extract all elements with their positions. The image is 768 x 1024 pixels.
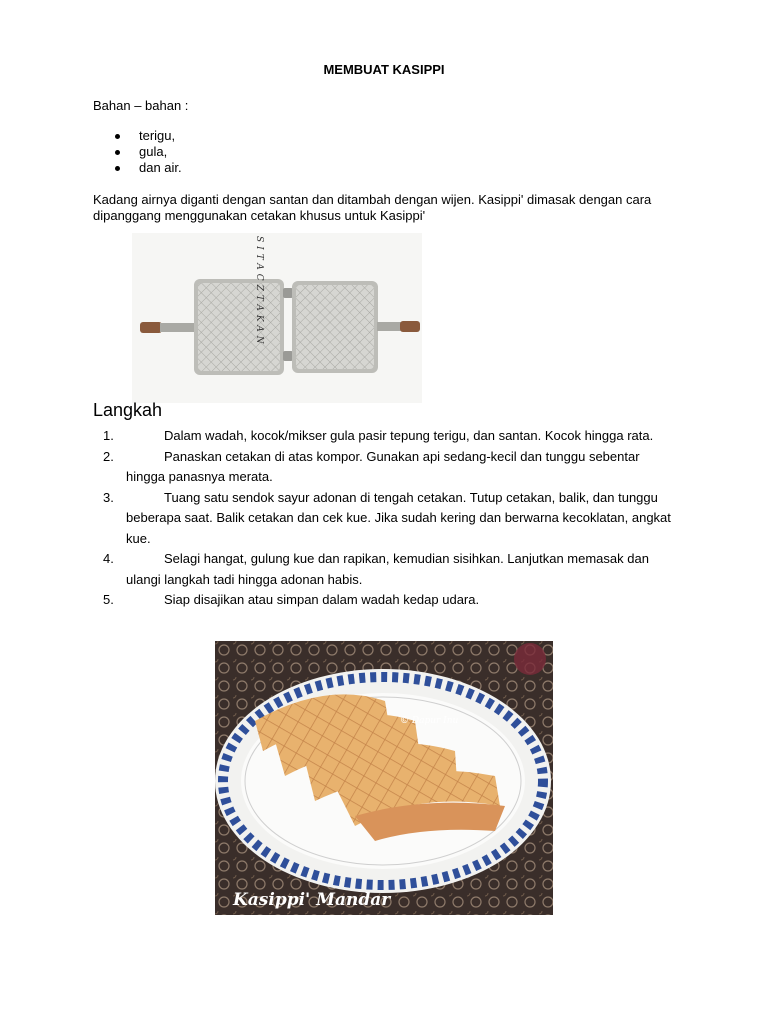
step-number: 3.: [103, 489, 114, 505]
list-item: gula,: [112, 144, 182, 160]
food-photo-caption: Kasippi' Mandar: [233, 890, 391, 910]
ingredients-list: [112, 128, 182, 176]
list-item: [100, 488, 680, 550]
ingredients-label: Bahan – bahan :: [93, 98, 189, 113]
steps-heading: Langkah: [93, 400, 163, 420]
food-photo-watermark: © Dapur Inu: [400, 716, 459, 726]
mold-image-caption: SITACZTAKAN: [254, 236, 264, 348]
bullet-icon: [115, 134, 120, 139]
list-item: [100, 426, 680, 447]
bullet-icon: [115, 166, 120, 171]
step-text: Selagi hangat, gulung kue dan rapikan, kemudian sisihkan. Lanjutkan memasak dan ulangi langkah tadi hingga adonan habis.: [126, 551, 649, 587]
list-item: [100, 447, 680, 488]
description-paragraph: Kadang airnya diganti dengan santan dan ditambah dengan wijen. Kasippi' dimasak dengan cara dipanggang menggunakan cetakan khusus untuk Kasippi': [93, 192, 652, 223]
list-item: dan air.: [112, 160, 182, 176]
step-number: 1.: [103, 428, 114, 443]
step-text: Siap disajikan atau simpan dalam wadah kedap udara.: [164, 592, 480, 607]
step-text: Panaskan cetakan di atas kompor. Gunakan api sedang-kecil dan tunggu sebentar hingga panasnya merata.: [126, 448, 640, 484]
bullet-icon: [115, 150, 120, 155]
steps-list: [100, 426, 680, 611]
food-photo: [215, 641, 553, 915]
step-text: Tuang satu sendok sayur adonan di tengah cetakan. Tutup cetakan, balik, dan tunggu beberapa saat. Balik cetakan dan cek kue. Jika sudah kering dan berwarna kecoklatan, angkat kue.: [126, 489, 671, 546]
step-number: 5.: [103, 592, 114, 607]
list-item: [100, 549, 680, 590]
document-title: MEMBUAT KASIPPI: [323, 62, 445, 77]
step-text: Dalam wadah, kocok/mikser gula pasir tepung terigu, dan santan. Kocok hingga rata.: [164, 428, 654, 443]
list-item: terigu,: [112, 128, 182, 144]
list-item: [100, 590, 680, 611]
step-number: 4.: [103, 551, 114, 566]
step-number: 2.: [103, 448, 114, 464]
mold-image: [132, 233, 422, 403]
